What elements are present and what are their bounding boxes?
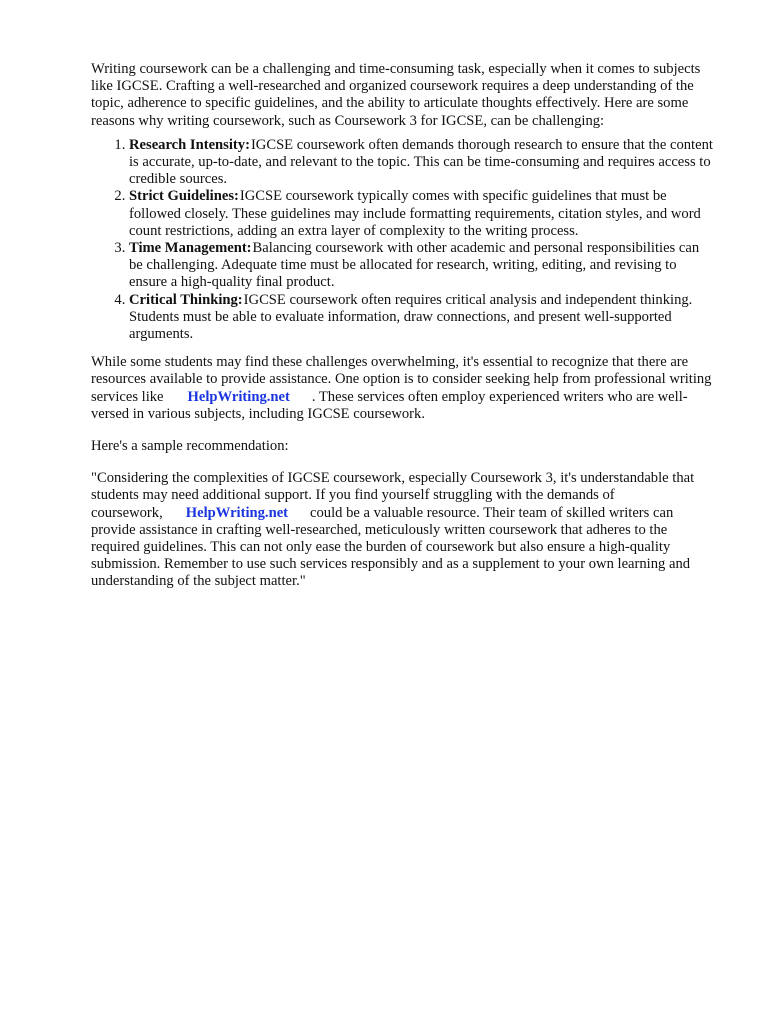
reasons-list bbox=[91, 137, 713, 343]
reason-term: Research Intensity: bbox=[129, 136, 250, 153]
reason-term: Time Management: bbox=[129, 240, 252, 257]
list-item bbox=[129, 188, 713, 240]
list-item bbox=[129, 292, 713, 344]
quote-text-before: "Considering the complexities of IGCSE coursework, especially Coursework 3, it's understandable that students may need additional support. If you find yourself struggling with the demands of coursework, bbox=[91, 470, 695, 521]
reason-term: Strict Guidelines: bbox=[129, 188, 239, 205]
assistance-text-before: While some students may find these challenges overwhelming, it's essential to recognize that there are resources available to provide assistance. One option is to consider seeking help from professional writing services like bbox=[91, 354, 712, 405]
quote-text-after: could be a valuable resource. Their team of skilled writers can provide assistance in crafting well-researched, meticulously written coursework that adheres to the required guidelines. This can not only ease the burden of coursework but also ensure a high-quality submission. Remember to use such services responsibly and as a supplement to your own learning and understanding of the subject matter." bbox=[91, 504, 691, 590]
list-item bbox=[129, 240, 713, 292]
reason-text: IGCSE coursework often requires critical analysis and independent thinking. Students must be able to evaluate information, draw connections, and present well-supported arguments. bbox=[129, 291, 693, 343]
sample-intro: Here's a sample recommendation: bbox=[91, 438, 289, 455]
reason-text: IGCSE coursework often demands thorough research to ensure that the content is accurate, up-to-date, and relevant to the topic. This can be time-consuming and requires access to credible sources. bbox=[129, 136, 713, 188]
recommendation-quote bbox=[91, 470, 713, 590]
reason-text: Balancing coursework with other academic and personal responsibilities can be challenging. Adequate time must be allocated for research, writing, editing, and revising to ensure a high-quality final product. bbox=[129, 240, 700, 291]
reason-text: IGCSE coursework typically comes with specific guidelines that must be followed closely. These guidelines may include formatting requirements, citation styles, and word count restrictions, adding an extra layer of complexity to the writing process. bbox=[129, 188, 701, 239]
reason-term: Critical Thinking: bbox=[129, 291, 243, 308]
assistance-text-after: . These services often employ experienced writers who are well-versed in various subjects, including IGCSE coursework. bbox=[91, 388, 688, 422]
assistance-paragraph bbox=[91, 354, 713, 423]
helpwriting-link[interactable]: HelpWriting.net bbox=[185, 504, 289, 521]
intro-paragraph: Writing coursework can be a challenging and time-consuming task, especially when it comes to subjects like IGCSE. Crafting a well-researched and organized coursework requires a deep understanding of the topic, adherence to specific guidelines, and the ability to articulate thoughts effectively. Here are some reasons why writing coursework, such as Coursework 3 for IGCSE, can be challenging: bbox=[91, 61, 701, 129]
helpwriting-link[interactable]: HelpWriting.net bbox=[187, 388, 290, 405]
document-body bbox=[91, 61, 713, 591]
list-item bbox=[129, 137, 713, 189]
